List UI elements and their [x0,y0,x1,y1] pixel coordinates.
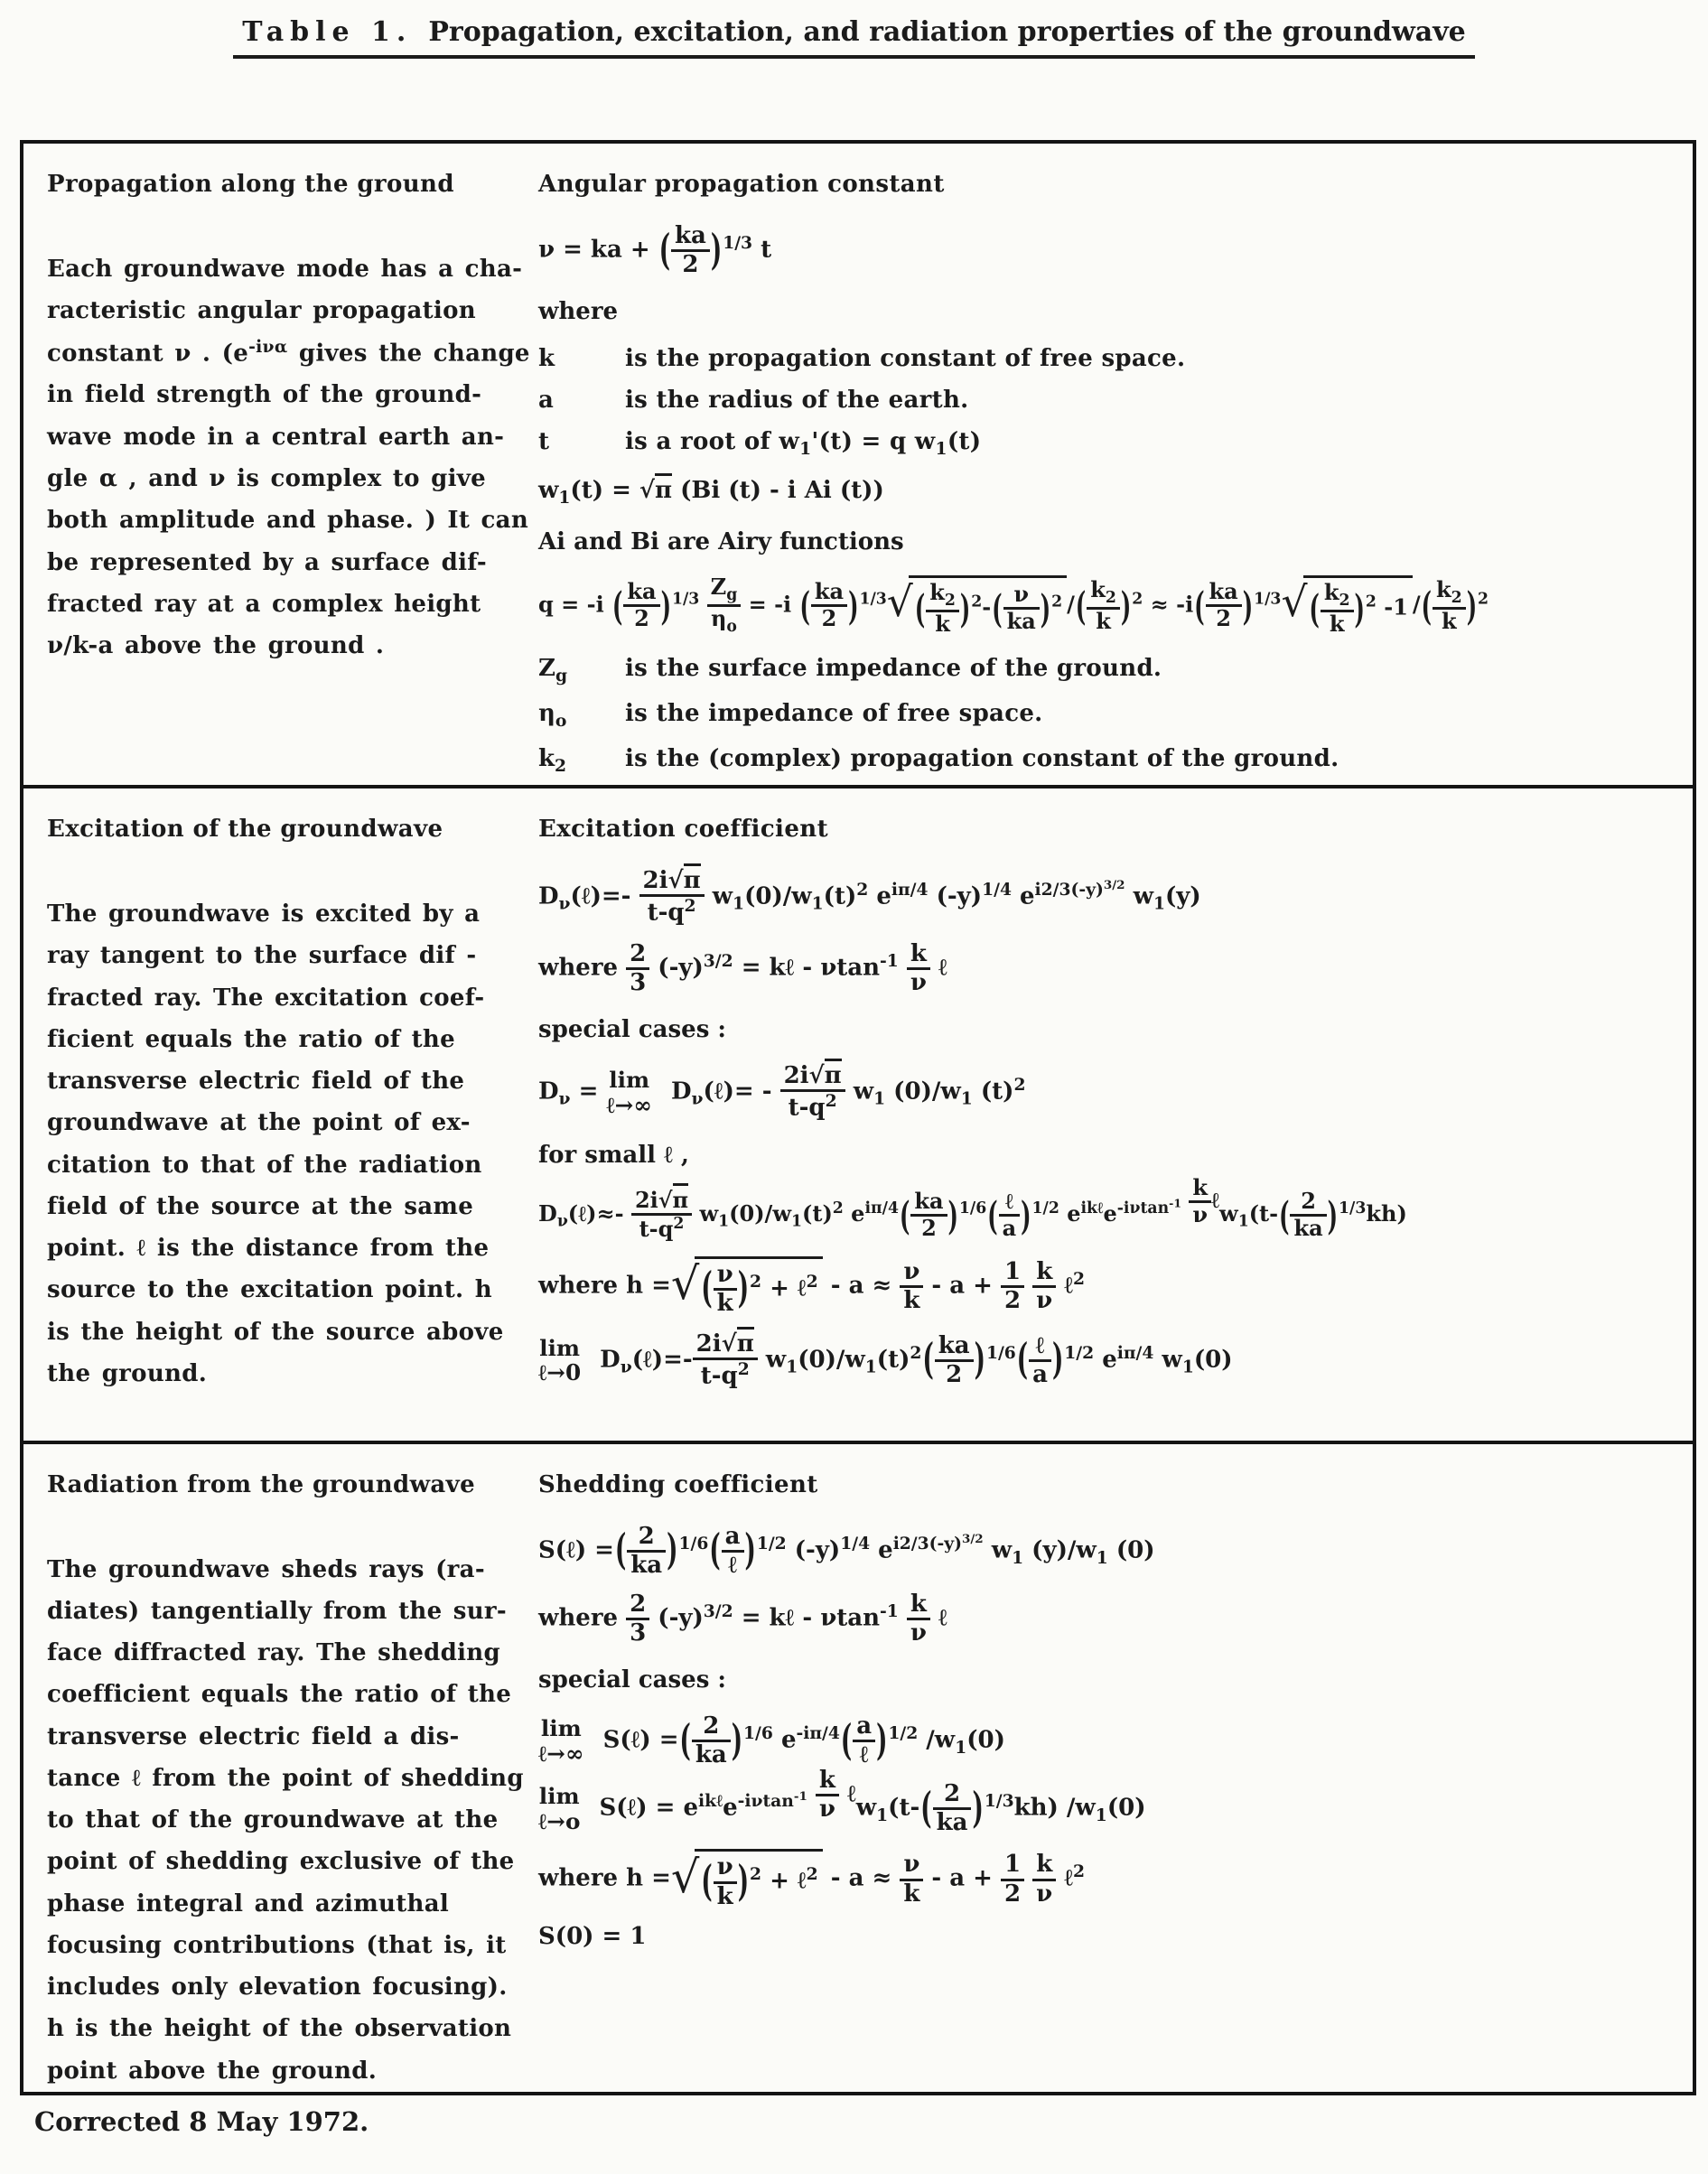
definition-text: is the impedance of free space. [625,699,1043,727]
excitation-coefficient-heading: Excitation coefficient [538,816,828,843]
symbol-definitions-2 [538,655,1687,777]
definition-row [538,387,1687,414]
excitation-limit-infinity-equation: $D_\nu$ = lim ℓ→∞ $D_\nu(\ell)=$ - $\frac{2i√\pi}{t-q^2}$ $w_1$ $(0)/w_1$ $(t)^2$ [538,1063,1687,1122]
definition-row [538,655,1687,686]
table-title-text: Propagation, excitation, and radiation properties of the groundwave [428,16,1466,48]
radiation-heading: Radiation from the groundwave [47,1470,476,1498]
page-title [0,16,1708,59]
definition-term: k [538,345,555,373]
excitation-small-l-equation: $D_\nu(\ell)\approx-$ $\frac{2i√\pi}{t-q^2}$ $w_1(0)/w_1(t)^2$ $e^{i\pi/4}$( $\frac{ka}{2}$ )$^{1/6}$( ℓ a )$^{1/2}$ $e^{ik\ell}e^{-i\nu tan^{-1}}$ $\frac{k}{\nu}$ ℓw$_1$(t-( $\frac{2}{ka}$ )$^{1/3}$kh) [538,1173,1407,1242]
table-row-excitation [23,788,1693,1444]
definition-row [538,428,1687,459]
shedding-at-zero-equation: S(0) = 1 [538,1922,647,1950]
excitation-right-column [538,788,1693,1441]
definition-term: $\eta_o$ [538,699,567,731]
definition-term: $k_2$ [538,744,567,777]
definition-row [538,345,1687,372]
definition-text: is the surface impedance of the ground. [625,654,1162,682]
table-number-label: Table 1. [242,16,413,48]
w1-equation: $w_1(t) = √\pi$ (Bi (t) - i Ai (t)) [538,477,1687,508]
shedding-limit-zero-equation: lim ℓ→o S(ℓ) = $e^{ik\ell}e^{-i\nu tan^{-1}}$ $\frac{k}{\nu}$ ℓw$_1$(t-( $\frac{2}{ka}$ )$^{1/3}$kh) $/w_1(0)$ [538,1767,1146,1837]
angular-propagation-constant-heading: Angular propagation constant [538,171,945,198]
where-h-equation: where h = √ ( $\frac{\nu}{k}$ )$^2$ + ℓ$^2$ - a ≈ $\frac{\nu}{k}$ - a + $\frac{1}{2}$ $\frac{k}{\nu}$ ℓ$^2$ [538,1257,1086,1317]
where-y-equation: where $\frac{2}{3}$ $(-y)^{3/2}$ = kℓ - νtan$^{-1}$ $\frac{k}{\nu}$ ℓ [538,939,947,996]
q-equation: q = -i ( $\frac{ka}{2}$ )$^{1/3}$ $\frac{Z_g}{\eta_o}$ = -i ( $\frac{ka}{2}$ )$^{1/3}$ √ ( $\frac{k_2}{k}$ )$^2$-( $\frac{\nu}{ka}$ )$^2$ /( $\frac{k_2}{k}$ )$^2$ ≈ -i( $\frac{ka}{2}$ )$^{1/3}$ √ ( $\frac{k_2}{k}$ )$^2$ -1 /( $\frac{k_2}{k}$ )$^2$ [538,573,1489,637]
table-row-propagation [23,144,1693,788]
definition-term: t [538,428,550,456]
where-h-equation: where h = √ ( $\frac{\nu}{k}$ )$^2$ + ℓ$^2$ - a ≈ $\frac{\nu}{k}$ - a + $\frac{1}{2}$ $\frac{k}{\nu}$ ℓ$^2$ [538,1851,1086,1910]
shedding-coefficient-heading: Shedding coefficient [538,1470,818,1498]
special-cases-label: special cases : [538,1665,726,1693]
radiation-left-column [23,1444,538,2092]
excitation-description: The groundwave is excited by a ray tangent to the surface dif - fracted ray. The excitation coef- ficient equals the ratio of the transverse electric field of the groundwave at the point of ex- citation to that of the radiation field of the source at the same point. ℓ is the distance from the source to the excitation point. h is the height of the source above the ground. [47,900,504,1387]
radiation-right-column [538,1444,1693,2092]
nu-equation: ν = ka + ( $\frac{ka}{2}$ )$^{1/3}$ t [538,222,772,279]
radiation-description: The groundwave sheds rays (ra- diates) tangentially from the sur- face diffracted ray. The shedding coefficient equals the ratio of the transverse electric field a dis- tance ℓ from the point of shedding to that of the groundwave at the point of shedding exclusive of the phase integral and azimuthal focusing contributions (that is, it includes only elevation focusing). h is the height of the observation point above the ground. [47,1555,524,2085]
propagation-heading: Propagation along the ground [47,171,454,198]
for-small-l-label: for small ℓ , [538,1141,689,1169]
excitation-limit-zero-equation: lim ℓ→0 $D_\nu(\ell)=-$ $\frac{2i√\pi}{t-q^2}$ $w_1(0)/w_1(t)^2$( $\frac{ka}{2}$ )$^{1/6}$( ℓ a )$^{1/2}$ $e^{i\pi/4}$ $w_1(0)$ [538,1331,1687,1390]
where-label: where [538,298,619,326]
propagation-right-column [538,144,1693,785]
definition-text: is a root of $w_1'(t) = q$ $w_1(t)$ [625,428,982,460]
definition-term: a [538,387,554,415]
definition-text: is the propagation constant of free space. [625,345,1186,373]
properties-table [20,140,1696,2095]
definition-text: is the (complex) propagation constant of the ground. [625,744,1339,772]
definition-row [538,700,1687,731]
table-row-radiation [23,1444,1693,2092]
definition-term: $Z_g$ [538,654,568,686]
propagation-left-column [23,144,538,785]
excitation-coefficient-equation: $D_\nu(\ell)=-$ $\frac{2i√\pi}{t-q^2}$ $w_1(0)/w_1(t)^2$ $e^{i\pi/4}$ $(-y)^{1/4}$ $e^{i2/3(-y)^{3/2}}$ $w_1(y)$ [538,868,1687,927]
excitation-heading: Excitation of the groundwave [47,816,443,843]
propagation-description: Each groundwave mode has a cha- racteristic angular propagation constant ν . ($e^{-i\nu\alpha}$ gives the change in field strength of the ground- wave mode in a central earth an- gle α , and ν is complex to give both amplitude and phase. ) It can be represented by a surface dif- fracted ray at a complex height ν/k-a above the ground . [47,256,530,660]
excitation-left-column [23,788,538,1441]
shedding-coefficient-equation: S(ℓ) =( $\frac{2}{ka}$ )$^{1/6}$( a ℓ )$^{1/2}$ $(-y)^{1/4}$ $e^{i2/3(-y)^{3/2}}$ $w_1$ $(y)/w_1$ (0) [538,1522,1155,1579]
symbol-definitions-1 [538,345,1687,459]
special-cases-label: special cases : [538,1016,726,1044]
shedding-limit-infinity-equation: lim ℓ→∞ S(ℓ) =( $\frac{2}{ka}$ )$^{1/6}$ $e^{-i\pi/4}$( a ℓ )$^{1/2}$ $/w_1(0)$ [538,1712,1005,1769]
definition-text: is the radius of the earth. [625,387,969,415]
correction-date-note: Corrected 8 May 1972. [34,2106,369,2137]
definition-row [538,745,1687,776]
where-y-equation: where $\frac{2}{3}$ $(-y)^{3/2}$ = kℓ - νtan$^{-1}$ $\frac{k}{\nu}$ ℓ [538,1590,947,1647]
airy-functions-note: Ai and Bi are Airy functions [538,527,904,555]
